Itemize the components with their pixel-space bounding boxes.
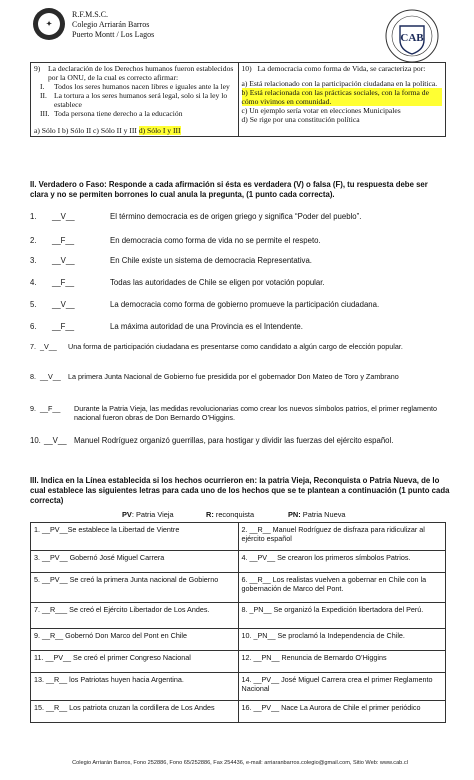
- question-9: [34, 64, 235, 82]
- history-item-10: 10. _PN__ Se proclamó la Independencia de Chile.: [238, 629, 446, 651]
- vf-item-4: 4. __F__ Todas las autoridades de Chile se eligen por votación popular.: [30, 278, 325, 287]
- history-item-2: 2. __R__ Manuel Rodríguez de disfraza para ridiculizar al ejército español: [238, 523, 446, 551]
- history-item-5: 5. __PV__ Se creó la primera Junta nacional de Gobierno: [31, 573, 239, 603]
- cab-shield-icon: [382, 8, 442, 64]
- history-item-8: 8. _PN__ Se organizó la Expedición libertadora del Perú.: [238, 603, 446, 629]
- header-line-2: Colegio Arriarán Barros: [72, 20, 150, 29]
- header-line-3: Puerto Montt / Los Lagos: [72, 30, 155, 39]
- q9-item-2: II. La tortura a los seres humanos será legal, solo si la ley lo establece: [40, 91, 228, 109]
- vf-item-9: 9. __F__ Durante la Patria Vieja, las medidas revolucionarias como crear los nuevos símbolos patrios, el primer reglamento nacional fueron obras de Don Bernardo O’Higgins.: [30, 404, 438, 422]
- history-item-9: 9. __R__ Gobernó Don Marco del Pont en Chile: [31, 629, 239, 651]
- vf-item-1: 1. __V__ El término democracia es de origen griego y significa “Poder del pueblo”.: [30, 212, 362, 221]
- history-table: [30, 522, 446, 723]
- legend-pn: PN: Patria Nueva: [288, 510, 346, 519]
- school-header: [72, 10, 154, 40]
- question-10-cell: [238, 63, 446, 137]
- history-item-12: 12. __PN__ Renuncia de Bernardo O’Higgins: [238, 651, 446, 673]
- history-item-13: 13. __R__ los Patriotas huyen hacia Argentina.: [31, 673, 239, 701]
- history-item-16: 16. __PV__ Nace La Aurora de Chile el primer periódico: [238, 701, 446, 723]
- question-10: [242, 64, 443, 73]
- history-item-11: 11. __PV__ Se creó el primer Congreso Nacional: [31, 651, 239, 673]
- question-9-cell: [31, 63, 239, 137]
- history-item-1: 1. __PV__Se establece la Libertad de Vientre: [31, 523, 239, 551]
- q9-selected-option: d) Sólo I y III: [138, 126, 181, 135]
- multiple-choice-table: [30, 62, 446, 137]
- q9-item-3: III. Toda persona tiene derecho a la educación: [40, 109, 183, 118]
- history-item-6: 6. __R__ Los realistas vuelven a gobernar en Chile con la gobernación de Marco del Pont.: [238, 573, 446, 603]
- history-item-3: 3. __PV__ Gobernó José Miguel Carrera: [31, 551, 239, 573]
- page-footer: Colegio Arriarán Barros, Fono 252886, Fono 65/252886, Fax 254436, e-mail: arriaranbarros.colegio@gmail.com, Sitio Web: www.cab.cl: [72, 760, 408, 766]
- q10-option-b: b) Está relacionada con las prácticas sociales, con la forma de cómo vivimos en comunidad.: [242, 88, 443, 106]
- legend-pv: PV: Patria Vieja: [122, 510, 174, 519]
- header-line-1: R.F.M.S.C.: [72, 10, 109, 19]
- question-10-number: 10): [241, 64, 252, 73]
- question-9-items: [34, 82, 235, 118]
- vf-item-2: 2. __F__ En democracia como forma de vida no se permite el respeto.: [30, 236, 321, 245]
- q10-option-d: d) Se rige por una constitución política: [241, 115, 360, 124]
- question-9-number: 9): [34, 64, 41, 73]
- q10-option-c: c) Un ejemplo sería votar en elecciones Municipales: [241, 106, 401, 115]
- history-item-4: 4. __PV__ Se crearon los primeros símbolos Patrios.: [238, 551, 446, 573]
- vf-item-8: 8. __V__ La primera Junta Nacional de Gobierno fue presidida por el gobernador Don Mateo de Toro y Zambrano: [30, 372, 399, 381]
- history-item-14: 14. __PV__ José Miguel Carrera crea el primer Reglamento Nacional: [238, 673, 446, 701]
- school-crest-icon: ✦: [33, 8, 65, 40]
- section-3-title: III. Indica en la Línea establecida si los hechos ocurrieron en: la patria Vieja, Reconquista o Patria Nueva, de lo cual establece las siguientes letras para cada uno de los hechos que se te plantean a continuación (1 punto cada correcta): [30, 476, 450, 505]
- q10-option-a: a) Está relacionado con la participación ciudadana en la política.: [241, 79, 438, 88]
- legend-r: R: reconquista: [206, 510, 255, 519]
- vf-item-6: 6. __F__ La máxima autoridad de una Provincia es el Intendente.: [30, 322, 303, 331]
- history-item-15: 15. __R__ Los patriota cruzan la cordillera de Los Andes: [31, 701, 239, 723]
- section-2-title: II. Verdadero o Faso: Responde a cada afirmación si ésta es verdadera (V) o falsa (F), tu respuesta debe ser clara y no se permiten borrones lo cual anula la pregunta, (1 punto cada correcta).: [30, 180, 428, 199]
- vf-item-10: 10. __V__ Manuel Rodríguez organizó guerrillas, para hostigar y dividir las fuerzas del ejército español.: [30, 436, 394, 445]
- vf-item-5: 5. __V__ La democracia como forma de gobierno promueve la participación ciudadana.: [30, 300, 380, 309]
- logo-right-text: CAB: [400, 32, 424, 44]
- question-10-text: La democracia como forma de Vida, se caracteriza por:: [257, 64, 426, 73]
- history-item-7: 7. __R___ Se creó el Ejército Libertador de Los Andes.: [31, 603, 239, 629]
- vf-item-3: 3. __V__ En Chile existe un sistema de democracia Representativa.: [30, 256, 312, 265]
- vf-item-7: 7. _V__ Una forma de participación ciudadana es presentarse como candidato a algún cargo de elección popular.: [30, 342, 403, 351]
- q9-options-text: a) Sólo I b) Sólo II c) Sólo II y III: [34, 126, 137, 135]
- question-9-text: La declaración de los Derechos humanos fueron establecidos por la ONU, de la cual es correcto afirmar:: [48, 64, 234, 82]
- q9-item-1: I. Todos los seres humanos nacen libres e iguales ante la ley: [40, 82, 230, 91]
- question-9-options: [34, 126, 235, 135]
